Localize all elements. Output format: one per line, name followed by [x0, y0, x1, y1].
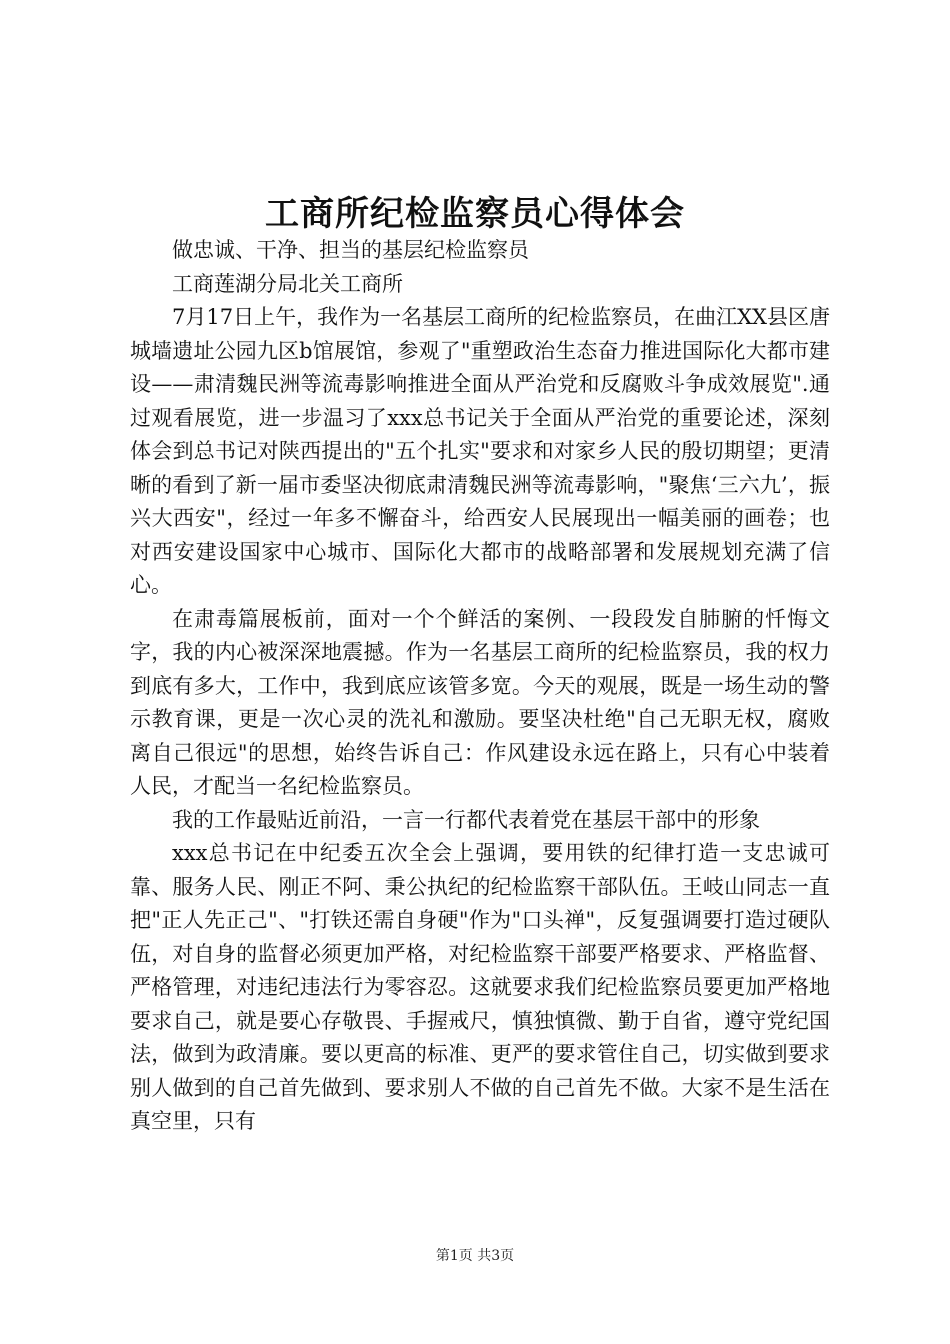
- document-body: [130, 234, 830, 1139]
- document-title: 工商所纪检监察员心得体会: [265, 194, 685, 234]
- subtitle-paragraph: 做忠诚、干净、担当的基层纪检监察员: [172, 238, 529, 262]
- body-paragraph: 在肃毒篇展板前，面对一个个鲜活的案例、一段段发自肺腑的忏悔文字，我的内心被深深地震撼。作为一名基层工商所的纪检监察员，我的权力到底有多大，工作中，我到底应该管多宽。今天的观展，既是一场生动的警示教育课，更是一次心灵的洗礼和激励。要坚决杜绝"自己无职无权，腐败离自己很远"的思想，始终告诉自己：作风建设永远在路上，只有心中装着人民，才配当一名纪检监察员。: [130, 606, 830, 798]
- body-paragraph: 7月17日上午，我作为一名基层工商所的纪检监察员，在曲江XX县区唐城墙遗址公园九区b馆展馆，参观了"重塑政治生态奋力推进国际化大都市建设——肃清魏民洲等流毒影响推进全面从严治党和反腐败斗争成效展览".通过观看展览，进一步温习了xxx总书记关于全面从严治党的重要论述，深刻体会到总书记对陕西提出的"五个扎实"要求和对家乡人民的殷切期望；更清晰的看到了新一届市委坚决彻底肃清魏民洲等流毒影响，"聚焦‘三六九’，振兴大西安"，经过一年多不懈奋斗，给西安人民展现出一幅美丽的画卷；也对西安建设国家中心城市、国际化大都市的战略部署和发展规划充满了信心。: [130, 305, 830, 597]
- body-paragraph: xxx总书记在中纪委五次全会上强调，要用铁的纪律打造一支忠诚可靠、服务人民、刚正不阿、秉公执纪的纪检监察干部队伍。王岐山同志一直把"正人先正己"、"打铁还需自身硬"作为"口头禅"，反复强调要打造过硬队伍，对自身的监督必须更加严格，对纪检监察干部要严格要求、严格监督、严格管理，对违纪违法行为零容忍。这就要求我们纪检监察员要更加严格地要求自己，就是要心存敬畏、手握戒尺，慎独慎微、勤于自省，遵守党纪国法，做到为政清廉。要以更高的标准、更严的要求管住自己，切实做到要求别人做到的自己首先做到、要求别人不做的自己首先不做。大家不是生活在真空里，只有: [130, 841, 830, 1133]
- section-heading-paragraph: 我的工作最贴近前沿，一言一行都代表着党在基层干部中的形象: [172, 807, 760, 832]
- author-paragraph: 工商莲湖分局北关工商所: [172, 271, 403, 296]
- page-footer: 第1页 共3页: [435, 1248, 515, 1264]
